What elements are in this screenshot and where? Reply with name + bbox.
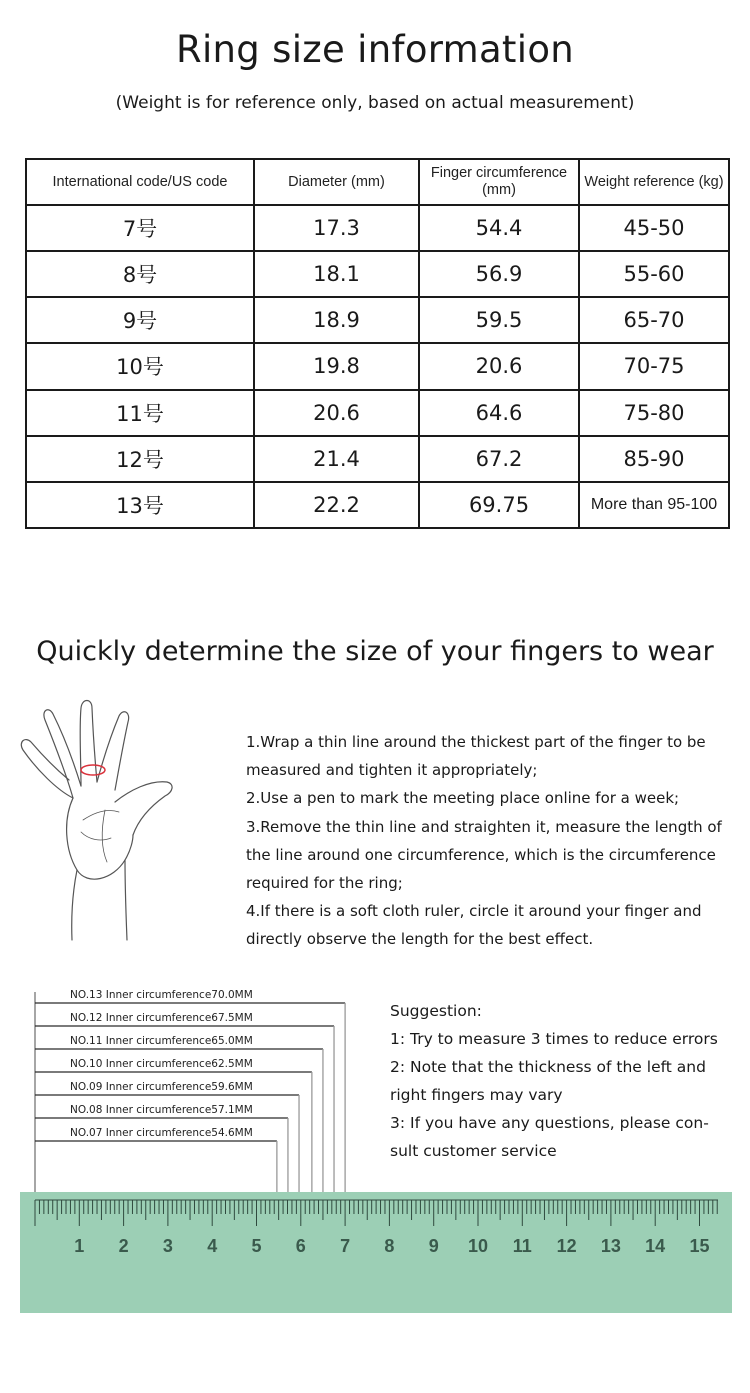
table-row (26, 297, 729, 343)
table-row (26, 436, 729, 482)
suggestion-line: 1: Try to measure 3 times to reduce errors (390, 1030, 718, 1048)
table-header-row (26, 159, 729, 205)
column-header-circumference: Finger circumference (mm) (419, 159, 579, 205)
cell-code: 11号 (26, 390, 254, 436)
section-title-measure: Quickly determine the size of your fingers to wear (36, 636, 714, 667)
cell-code: 7号 (26, 205, 254, 251)
page-subtitle: (Weight is for reference only, based on actual measurement) (115, 93, 635, 113)
inner-size-label: NO.11 Inner circumference65.0MM (70, 1035, 253, 1047)
cell-circumference: 69.75 (419, 482, 579, 528)
inner-size-label: NO.10 Inner circumference62.5MM (70, 1058, 253, 1070)
cell-weight: 70-75 (579, 343, 729, 389)
page-title: Ring size information (175, 28, 575, 71)
ruler-number: 13 (600, 1236, 621, 1256)
ruler-number: 2 (118, 1236, 129, 1256)
cell-diameter: 19.8 (254, 343, 419, 389)
table-row (26, 482, 729, 528)
inner-size-label: NO.07 Inner circumference54.6MM (70, 1127, 253, 1139)
cell-circumference: 56.9 (419, 251, 579, 297)
table-row (26, 390, 729, 436)
hand-illustration (15, 690, 190, 945)
suggestion-line: right fingers may vary (390, 1086, 563, 1104)
ruler-number: 9 (428, 1236, 439, 1256)
inner-size-label: NO.12 Inner circumference67.5MM (70, 1012, 253, 1024)
ruler-number: 4 (207, 1236, 218, 1256)
cell-diameter: 17.3 (254, 205, 419, 251)
suggestion-block (390, 997, 740, 1165)
suggestion-line: 3: If you have any questions, please con- (390, 1114, 709, 1132)
cell-weight: 75-80 (579, 390, 729, 436)
ruler-number: 15 (689, 1236, 710, 1256)
cell-circumference: 67.2 (419, 436, 579, 482)
cell-diameter: 22.2 (254, 482, 419, 528)
cell-circumference: 59.5 (419, 297, 579, 343)
suggestion-line: 2: Note that the thickness of the left and (390, 1058, 706, 1076)
ring-size-table (25, 158, 730, 529)
cell-weight: 45-50 (579, 205, 729, 251)
ruler-number: 7 (340, 1236, 351, 1256)
cell-circumference: 54.4 (419, 205, 579, 251)
ruler-number: 12 (556, 1236, 577, 1256)
ruler-number: 6 (295, 1236, 306, 1256)
cell-diameter: 20.6 (254, 390, 419, 436)
cell-circumference: 64.6 (419, 390, 579, 436)
cell-weight: More than 95-100 (579, 482, 729, 528)
column-header-weight: Weight reference (kg) (579, 159, 729, 205)
step-text: 2.Use a pen to mark the meeting place online for a week; (246, 789, 680, 808)
ruler-number: 1 (74, 1236, 85, 1256)
ruler-number: 3 (162, 1236, 173, 1256)
inner-size-label: NO.08 Inner circumference57.1MM (70, 1104, 253, 1116)
inner-size-label: NO.13 Inner circumference70.0MM (70, 989, 253, 1001)
cell-code: 13号 (26, 482, 254, 528)
ruler-number: 5 (251, 1236, 262, 1256)
measurement-steps (246, 728, 736, 954)
cell-diameter: 18.9 (254, 297, 419, 343)
cell-code: 9号 (26, 297, 254, 343)
table-row (26, 251, 729, 297)
step-text: 4.If there is a soft cloth ruler, circle it around your finger and directly observe the length for the best effect. (246, 902, 702, 949)
cell-weight: 65-70 (579, 297, 729, 343)
cell-weight: 55-60 (579, 251, 729, 297)
step-text: 1.Wrap a thin line around the thickest part of the finger to be measured and tighten it appropriately; (246, 733, 706, 780)
ruler-number: 11 (512, 1236, 532, 1256)
cell-diameter: 18.1 (254, 251, 419, 297)
cell-circumference: 20.6 (419, 343, 579, 389)
step-text: 3.Remove the thin line and straighten it, measure the length of the line around one circumference, which is the circumference required for the ring; (246, 817, 722, 893)
suggestion-title: Suggestion: (390, 1002, 482, 1020)
ruler-number: 14 (645, 1236, 666, 1256)
column-header-code: International code/US code (26, 159, 254, 205)
column-header-diameter: Diameter (mm) (254, 159, 419, 205)
table-row (26, 205, 729, 251)
ring-marker (81, 765, 105, 775)
cell-weight: 85-90 (579, 436, 729, 482)
cell-code: 8号 (26, 251, 254, 297)
suggestion-line: sult customer service (390, 1142, 557, 1160)
cell-code: 12号 (26, 436, 254, 482)
table-row (26, 343, 729, 389)
inner-size-label: NO.09 Inner circumference59.6MM (70, 1081, 253, 1093)
cell-code: 10号 (26, 343, 254, 389)
ruler-number: 10 (467, 1236, 489, 1256)
ruler-number: 8 (384, 1236, 395, 1256)
cell-diameter: 21.4 (254, 436, 419, 482)
